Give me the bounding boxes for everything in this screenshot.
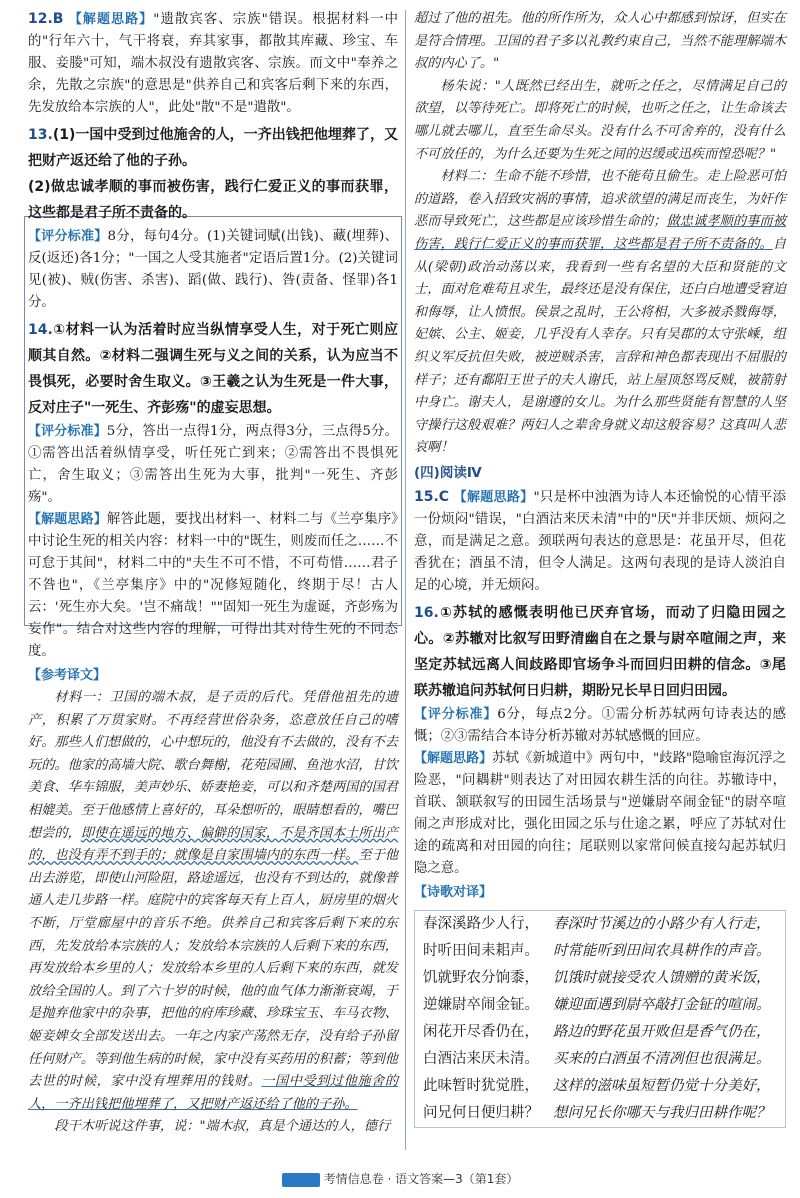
publisher-logo — [282, 1173, 320, 1187]
reference-translation: 【参考译文】 材料一：卫国的端木叔，是子贡的后代。凭借他祖先的遗产，积累了万贯家财。不再经营世俗杂务，恣意放任自己的嗜好。那些人们想做的，心中想玩的，他没有不去做的，没有不去玩的。他家的高墙大院、歌台舞榭，花苑园圃、鱼池水沼，甘饮美食、华车锦服，美声妙乐、娇妻艳妾，可以和齐楚两国的国君相媲美。至于他感情上喜好的，耳朵想听的，眼睛想看的，嘴巴想尝的，即使在遥远的地方、偏僻的国家，不是齐国本土所出产的，也没有弄不到手的；就像是自家围墙内的东西一样。至于他出去游览，即使山河险阻，路途遥远，也没有不到达的，就像普通人走几步路一样。庭院中的宾客每天有上百人，厨房里的烟火不断，厅堂廊屋中的音乐不绝。供养自己和宾客后剩下来的东西，先发放给本宗族的人；发放给本宗族的人后剩下来的东西，再发放给本乡里的人；发放给本乡里的人后剩下来的东西，就发放给全国的人。到了六十岁的时候，他的血气体力渐渐衰竭，于是抛弃他家中的杂事，把他的府库珍藏、珍珠宝玉、车马衣物、姬妾婢女全部发送出去。一年之内家产荡然无存，没有给子孙留任何财产。等到他生病的时候，家中没有买药用的积蓄；等到他去世的时候，家中没有埋葬用的钱财。一国中受到过他施舍的人，一齐出钱把他埋葬了，又把财产返还给了他的子孙。 段干木听说这件事，说："端木叔，真是个通达的人，德行 — [28, 668, 399, 1135]
poem-row — [415, 1073, 785, 1100]
poem-translation-line: 春深时节溪边的小路少有人行走， — [553, 915, 771, 932]
column-divider — [405, 10, 406, 1150]
poem-original-line: 此味暂时犹觉胜， — [423, 1077, 539, 1094]
poem-original-line: 闲花开尽香仍在， — [423, 1023, 539, 1040]
answer-14: 14.①材料一认为活着时应当纵情享受人生，对于死亡则应顺其自然。②材料二强调生死与义之间的关系，认为应当不畏惧死，必要时舍生取义。③王羲之认为生死是一件大事，反对庄子"一死生、齐彭殇"的虚妄思想。 【评分标准】5分，答出一点得1分，两点得3分，三点得5分。①需答出活着纵情享受，听任死亡到来；②需答出不畏惧死亡，舍生取义；③需答出生死为大事，批判"一死生、齐彭殇"。 【解题思路】解答此题，要找出材料一、材料二与《兰亭集序》中讨论生死的相关内容：材料一中的"既生，则废而任之……不可怠于其间"，材料二中的"夫生不可不惜，不可苟惜……君子不咎也"，《兰亭集序》中的"况修短随化，终期于尽！古人云：'死生亦大矣。'岂不痛哉！""固知一死生为虚诞，齐彭殇为妄作"。结合对这些内容的理解，可得出其对待生死的不同态度。 — [28, 322, 398, 659]
poem-original-line: 逆嫌尉卒闹金钲。 — [423, 996, 539, 1013]
section-heading: (四)阅读Ⅳ — [414, 464, 482, 481]
poem-translation-line: 这样的滋味虽短暂仍觉十分美好， — [553, 1077, 771, 1094]
poem-row — [415, 1019, 785, 1046]
poem-tag: 【诗歌对译】 — [414, 884, 493, 900]
answer-16: 16.①苏轼的感慨表明他已厌弃官场，而动了归隐田园之心。②苏辙对比叙写田野清幽自在之景与尉卒喧闹之声，来坚定苏轼远离人间歧路即官场争斗而回归田耕的信念。③尾联苏辙追问苏轼何日归耕，期盼兄长早日回归田园。 【评分标准】6分，每点2分。①需分析苏轼两句诗表达的感慨；②③需结合本诗分析苏辙对苏轼感慨的回应。 【解题思路】苏轼《新城道中》两句中，"歧路"隐喻宦海沉浮之险恶，"问耦耕"则表达了对田园农耕生活的向往。苏辙诗中，首联、颔联叙写的田园生活场景与"逆嫌尉卒闹金钲"的尉卒喧闹之声形成对比，强化田园之乐与仕途之累，呼应了苏轼对仕途的疏离和对田园的向往；尾联则以家常问候直接勾起苏轼归隐之意。 — [414, 604, 786, 876]
answer-15: 15.C 【解题思路】"只是杯中浊酒为诗人本还愉悦的心情平添一份烦闷"错误，"白酒沽来厌未清"中的"厌"并非厌烦、烦闷之意，而是满足之意。颈联两句表达的意思是：花虽开尽，但花香犹在；酒虽不清，但令人满足。这两句表现的是诗人淡泊自足的心境，并无烦闷。 — [414, 488, 786, 593]
poem-original-line: 饥就野农分饷黍， — [423, 969, 539, 986]
page-footer — [0, 1170, 800, 1187]
poem-original-line: 春深溪路少人行， — [423, 915, 539, 932]
poem-translation-line: 嫌迎面遇到尉卒敲打金钲的喧闹。 — [553, 996, 771, 1013]
poem-row — [415, 938, 785, 965]
poem-translation-line: 时常能听到田间农具耕作的声音。 — [553, 942, 771, 959]
left-column — [28, 8, 398, 1139]
poem-row — [415, 965, 785, 992]
poem-row — [415, 1046, 785, 1073]
question-number: 12.B — [28, 11, 64, 27]
poem-translation-line: 买来的白酒虽不清冽但也很满足。 — [553, 1050, 771, 1067]
poem-original-line: 白酒沽来厌未清。 — [423, 1050, 539, 1067]
poem-row — [415, 992, 785, 1019]
poem-translation-line: 想问兄长你哪天与我归田耕作呢？ — [553, 1104, 771, 1121]
right-column: 超过了他的祖先。他的所作所为，众人心中都感到惊讶，但实在是符合情理。卫国的君子多以礼教约束自己，当然不能理解端木叔的内心了。" 杨朱说："人既然已经出生，就听之任之，尽情满足自己的欲望，以等待死亡。即将死亡的时候，也听之任之，让生命该去哪儿就去哪儿，直至生命尽头。没有什么不可舍弃的，没有什么不可放任的，为什么还要为生死之间的迟缓或迅疾而惶恐呢？" 材料二：生命不能不珍惜，也不能苟且偷生。走上险恶可怕的道路，卷入招致灾祸的事情，追求欲望的满足而丧生，为奸作恶而导致死亡，这些都是应该珍惜生命的；做忠诚孝顺的事而被伤害，践行仁爱正义的事而获罪，这些都是君子所不责备的。自从(梁朝)政治动荡以来，我看到一些有名望的大臣和贤能的文士，面对危难苟且求生，最终还是没有保住，还白白地遭受窘迫和侮辱，让人愤恨。侯景之乱时，王公将相，大多被杀戮侮辱，妃嫔、公主、姬妾，几乎没有人幸存。只有吴郡的太守张嵊，组织义军反抗但失败，被逆贼杀害，言辞和神色都表现出不屈服的样子；还有鄱阳王世子的夫人谢氏，站上屋顶怒骂反贼，被箭射中身亡。谢夫人，是谢遵的女儿。为什么那些贤能有智慧的人坚守操行这般艰难？两妇人之辈舍身就义却这般容易？这真叫人悲哀啊！ (四)阅读Ⅳ 15.C 【解题思路】"只是杯中浊酒为诗人本还愉悦的心情平添一份烦闷"错误，"白酒沽来厌未清"中的"厌"并非厌烦、烦闷之意，而是满足之意。颈联两句表达的意思是：花虽开尽，但花香犹在；酒虽不清，但令人满足。这两句表现的是诗人淡泊自足的心境，并无烦闷。 16.①苏轼的感慨表明他已厌弃官场，而动了归隐田园之心。②苏辙对比叙写田野清幽自在之景与尉卒喧闹之声，来坚定苏轼远离人间歧路即官场争斗而回归田耕的信念。③尾联苏辙追问苏轼何日归耕，期盼兄长早日回归田园。 【评分标准】6分，每点2分。①需分析苏轼两句诗表达的感慨；②③需结合本诗分析苏辙对苏轼感慨的回应。 【解题思路】苏轼《新城道中》两句中，"歧路"隐喻宦海沉浮之险恶，"问耦耕"则表达了对田园农耕生活的向往。苏辙诗中，首联、颔联叙写的田园生活场景与"逆嫌尉卒闹金钲"的尉卒喧闹之声形成对比，强化田园之乐与仕途之累，呼应了苏轼对仕途的疏离和对田园的向往；尾联则以家常问候直接勾起苏轼归隐之意。 【诗歌对译】 春深溪路少人行， 春深时节溪边的小路少有人行走， 时听田间耒耜声。 时常能听到田间农具耕作的声音。 饥就野农分饷黍， 饥饿时就接受农人馈赠的黄米饭， 逆嫌尉卒闹金钲。 嫌迎面遇到尉卒敲打金钲的喧闹。 闲花开尽香仍在， 路边的野花虽开败但是香气仍在， 白酒沽来厌未清。 买来的白酒虽不清冽但也很满足。 此味暂时犹觉胜， 这样的滋味虽短暂仍觉十分美好， 问兄何日便归耕？ 想问兄长你哪天与我归田耕作呢？ — [414, 8, 786, 1128]
answer-13: 13.(1)一国中受到过他施舍的人，一齐出钱把他埋葬了，又把财产返还给了他的子孙。 (2)做忠诚孝顺的事而被伤害，践行仁爱正义的事而获罪，这些都是君子所不责备的。 【评分标准】8分，每句4分。(1)关键词赋(出钱)、藏(埋葬)、反(返还)各1分；"一国之人受其施者"定语后置1分。(2)关键词见(被)、贼(伤害、杀害)、蹈(做、践行)、咎(责备、怪罪)各1分。 — [28, 127, 398, 310]
solution-tag: 【解题思路】 — [68, 12, 154, 27]
answer-12: 12.B 【解题思路】"遗散宾客、宗族"错误。根据材料一中的"行年六十，气干将衰，弃其家事，都散其库藏、珍宝、车服、妾媵"可知，端木叔没有遗散宾客、宗族。而文中"奉养之余，先散之宗族"的意思是"供养自己和宾客后剩下来的东西，先发放给本宗族的人"，此处"散"不是"遣散"。 — [28, 11, 398, 115]
poem-translation-table — [414, 910, 786, 1128]
poem-row — [415, 1100, 785, 1127]
poem-translation-line: 路边的野花虽开败但是香气仍在， — [553, 1023, 771, 1040]
poem-row — [415, 911, 785, 938]
footer-text: 考情信息卷 · 语文答案—3（第1套） — [323, 1172, 519, 1186]
poem-original-line: 问兄何日便归耕？ — [423, 1104, 539, 1121]
poem-translation-line: 饥饿时就接受农人馈赠的黄米饭， — [553, 969, 771, 986]
poem-original-line: 时听田间耒耜声。 — [423, 942, 539, 959]
